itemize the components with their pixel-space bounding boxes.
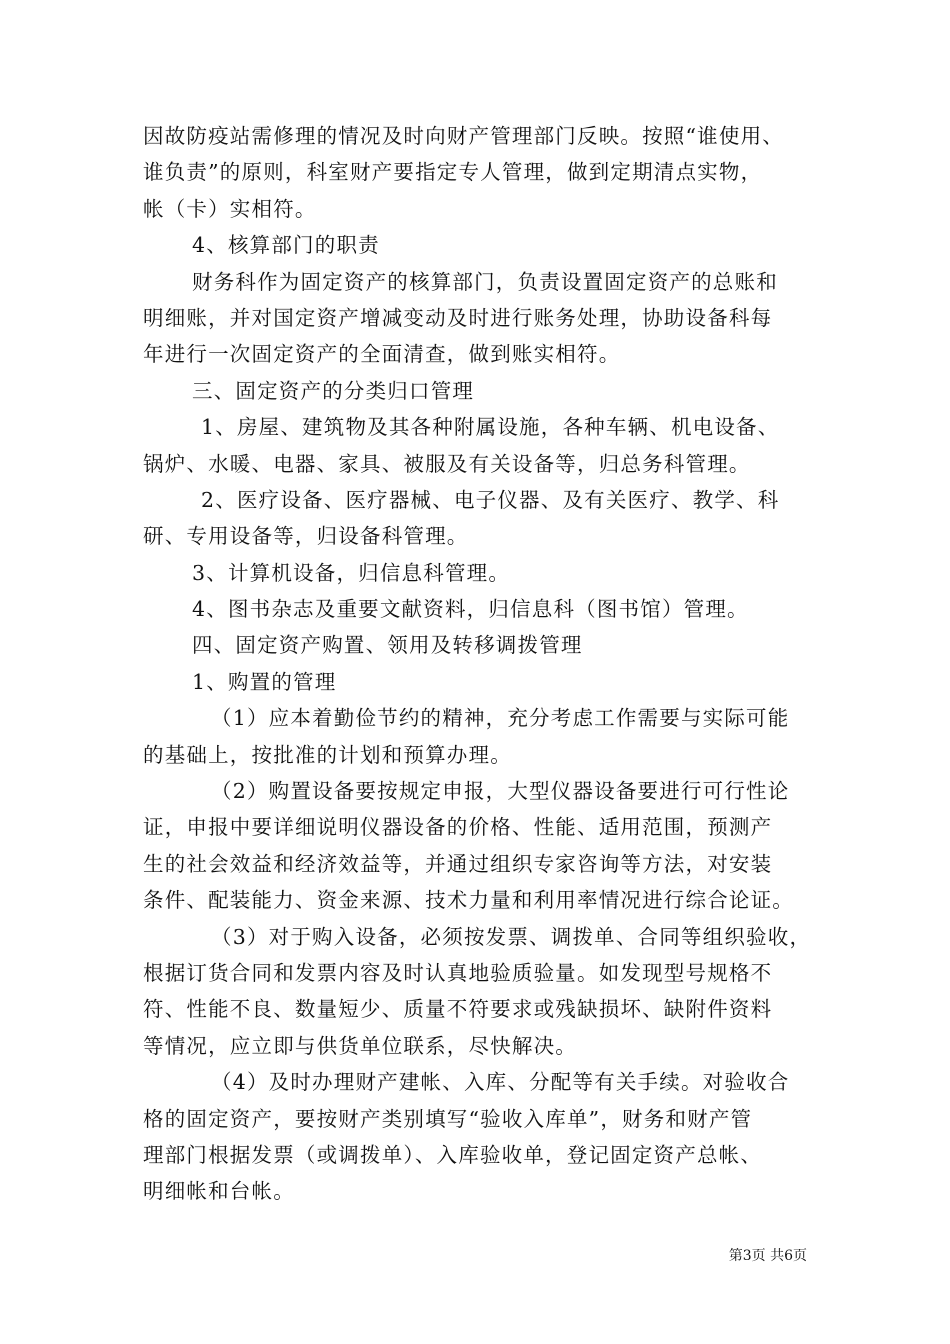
page-number: 第3页 共6页 [728,1248,807,1264]
text-line: 根据订货合同和发票内容及时认真地验质验量。如发现型号规格不 [143,960,773,985]
text-line: 帐（卡）实相符。 [143,196,317,221]
text-line: 研、专用设备等，归设备科管理。 [143,524,469,549]
list-item: （2）购置设备要按规定申报，大型仪器设备要进行可行性论 [211,779,790,804]
text-line: 因故防疫站需修理的情况及时向财产管理部门反映。按照“谁使用、 [143,124,784,148]
text-line: 等情况，应立即与供货单位联系，尽快解决。 [143,1033,577,1058]
text-line: 格的固定资产，要按财产类别填写“验收入库单”，财务和财产管 [143,1106,753,1131]
text-line: 证，申报中要详细说明仪器设备的价格、性能、适用范围，预测产 [143,815,773,840]
text-line: 明细账，并对国定资产增减变动及时进行账务处理，协助设备科每 [143,305,773,330]
text-line: 锅炉、水暖、电器、家具、被服及有关设备等，归总务科管理。 [143,451,751,476]
list-item: 2、医疗设备、医疗器械、电子仪器、及有关医疗、教学、科 [201,487,780,512]
text-line: 谁负责”的原则，科室财产要指定专人管理，做到定期清点实物， [143,160,763,185]
text-line: 生的社会效益和经济效益等，并通过组织专家咨询等方法，对安装 [143,851,773,876]
text-line: 年进行一次固定资产的全面清查，做到账实相符。 [143,342,621,367]
text-line: 明细帐和台帐。 [143,1179,295,1204]
text-line: 符、性能不良、数量短少、质量不符要求或残缺损坏、缺附件资料 [143,997,773,1022]
subsection-heading: 1、购置的管理 [192,669,337,694]
list-item: 3、计算机设备，归信息科管理。 [192,560,511,585]
list-item: （1）应本着勤俭节约的精神，充分考虑工作需要与实际可能 [211,706,790,731]
text-line: 理部门根据发票（或调拨单）、入库验收单，登记固定资产总帐、 [143,1142,763,1167]
paragraph-start: 财务科作为固定资产的核算部门，负责设置固定资产的总账和 [192,269,778,294]
list-item: 1、房屋、建筑物及其各种附属设施，各种车辆、机电设备、 [201,415,780,440]
text-line: 条件、配装能力、资金来源、技术力量和利用率情况进行综合论证。 [143,888,794,913]
list-item: 4、图书杂志及重要文献资料，归信息科（图书馆）管理。 [192,597,749,622]
list-item: （3）对于购入设备，必须按发票、调拨单、合同等组织验收， [211,924,812,949]
section-heading: 三、固定资产的分类归口管理 [192,378,475,403]
section-heading: 4、核算部门的职责 [192,233,380,258]
document-body [143,118,812,1210]
list-item: （4）及时办理财产建帐、入库、分配等有关手续。对验收合 [211,1070,790,1095]
section-heading: 四、固定资产购置、领用及转移调拨管理 [192,633,583,658]
text-line: 的基础上，按批准的计划和预算办理。 [143,742,512,767]
